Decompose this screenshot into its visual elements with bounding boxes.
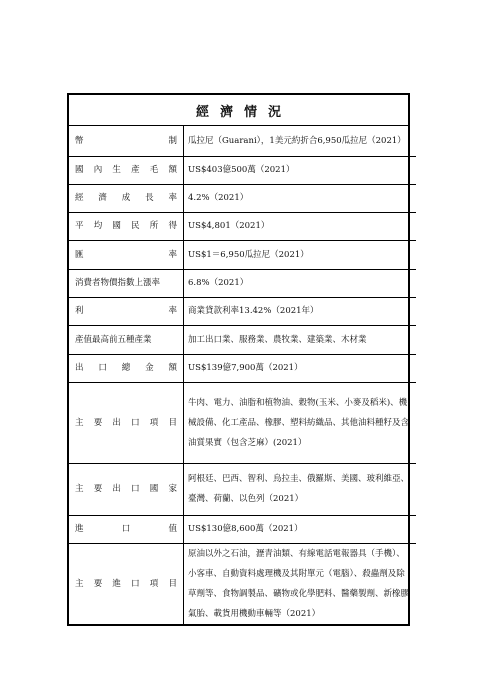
label-char: 內 [93,165,103,175]
table-row [69,156,416,184]
label-text [75,216,177,236]
row-value: 6.8%（2021） [184,269,417,297]
row-label: 消費者物價指數上漲率 [69,269,184,297]
label-char: 得 [168,221,177,231]
row-value: 加工出口業、服務業、農牧業、建築業、木材業 [184,325,417,354]
label-char: 出 [112,484,121,494]
label-text [75,245,177,265]
row-value: 原油以外之石油，瀝青油類、有線電話電報器具（手機）、小客車、自動資料處理機及其附單元（電腦）、殺蟲劑及除草劑等、食物調製品、礦物或化學肥料、醫藥製劑、新橡膠氣胎、載貨用機動車輛等（2021） [184,543,417,624]
label-char: 目 [168,578,177,589]
label-char: 項 [149,417,159,428]
label-text [75,160,177,180]
label-char: 率 [168,193,177,203]
row-value: US$139億7,900萬（2021） [184,354,417,382]
label-char: 平 [75,221,84,231]
label-char: 口 [121,524,131,534]
label-text [75,479,177,499]
label-char: 值 [168,524,177,534]
row-label [69,515,184,543]
economic-data-table [69,126,416,624]
label-char: 目 [168,417,177,428]
row-label [69,184,184,212]
label-char: 口 [131,578,140,589]
row-value: US$130億8,600萬（2021） [184,515,417,543]
label-char: 要 [93,417,103,428]
label-char: 口 [131,417,140,428]
label-char: 總 [121,363,131,373]
label-char: 進 [75,524,84,534]
row-value: 4.2%（2021） [184,184,417,212]
label-char: 主 [75,484,84,494]
row-value: US$4,801（2021） [184,212,417,240]
label-char: 經 [75,193,84,203]
label-char: 長 [145,193,154,203]
label-char: 額 [168,363,177,373]
row-label [69,156,184,184]
label-char: 生 [112,165,121,175]
label-char: 口 [131,484,140,494]
row-value: 牛肉、電力、油脂和植物油、穀物(玉米、小麥及稻米)、機械設備、化工產品、橡膠、塑料紡織品、其他油料種籽及含油質果實（包含芝麻）(2021） [184,382,417,463]
row-label [69,212,184,240]
table-row [69,463,416,515]
label-char: 民 [131,221,140,231]
table-row [69,184,416,212]
row-label [69,126,184,156]
label-char: 國 [75,165,84,175]
label-char: 主 [75,578,84,589]
label-char: 出 [75,363,84,373]
row-value: 商業貸款利率13.42%（2021年） [184,297,417,325]
table-row [69,354,416,382]
table-row [69,382,416,463]
label-char: 毛 [149,165,159,175]
table-row [69,126,416,156]
label-text [75,301,177,321]
label-char: 均 [93,221,103,231]
label-char: 出 [112,417,121,428]
label-char: 國 [149,484,159,494]
label-text [75,413,177,433]
row-value: 阿根廷、巴西、智利、烏拉圭、俄羅斯、美國、玻利維亞、臺灣、荷蘭、以色列（2021） [184,463,417,515]
label-char: 成 [121,193,131,203]
label-char: 所 [149,221,159,231]
row-label [69,543,184,624]
label-char: 口 [98,363,107,373]
label-char: 產 [131,165,140,175]
label-text [75,574,177,594]
row-value: 瓜拉尼（Guarani），1美元約折合6,950瓜拉尼（2021） [184,126,417,156]
row-label: 產值最高前五種產業 [69,325,184,354]
table-row [69,212,416,240]
label-char: 制 [168,135,177,146]
label-char: 幣 [75,135,84,146]
label-text [75,519,177,539]
label-char: 金 [145,363,154,373]
table-row [69,297,416,325]
label-char: 利 [75,306,84,316]
label-char: 進 [112,578,121,589]
row-value: US$1＝6,950瓜拉尼（2021） [184,240,417,269]
label-char: 濟 [98,193,107,203]
label-char: 率 [168,306,177,316]
label-text [75,188,177,208]
table-row [69,269,416,297]
table-row [69,240,416,269]
economic-table [67,93,410,626]
table-row [69,515,416,543]
label-char: 主 [75,417,84,428]
label-char: 率 [168,249,177,260]
label-char: 額 [168,165,177,175]
label-char: 匯 [75,249,84,260]
row-label [69,297,184,325]
label-char: 要 [93,578,103,589]
row-value: US$403億500萬（2021） [184,156,417,184]
table-row [69,543,416,624]
label-char: 國 [112,221,121,231]
label-char: 家 [168,484,177,494]
row-label [69,382,184,463]
label-char: 要 [93,484,103,494]
table-title: 經濟情況 [69,95,408,126]
label-char: 項 [149,578,159,589]
label-text [75,131,177,151]
row-label [69,354,184,382]
table-row [69,325,416,354]
label-text [75,358,177,378]
row-label [69,240,184,269]
row-label [69,463,184,515]
